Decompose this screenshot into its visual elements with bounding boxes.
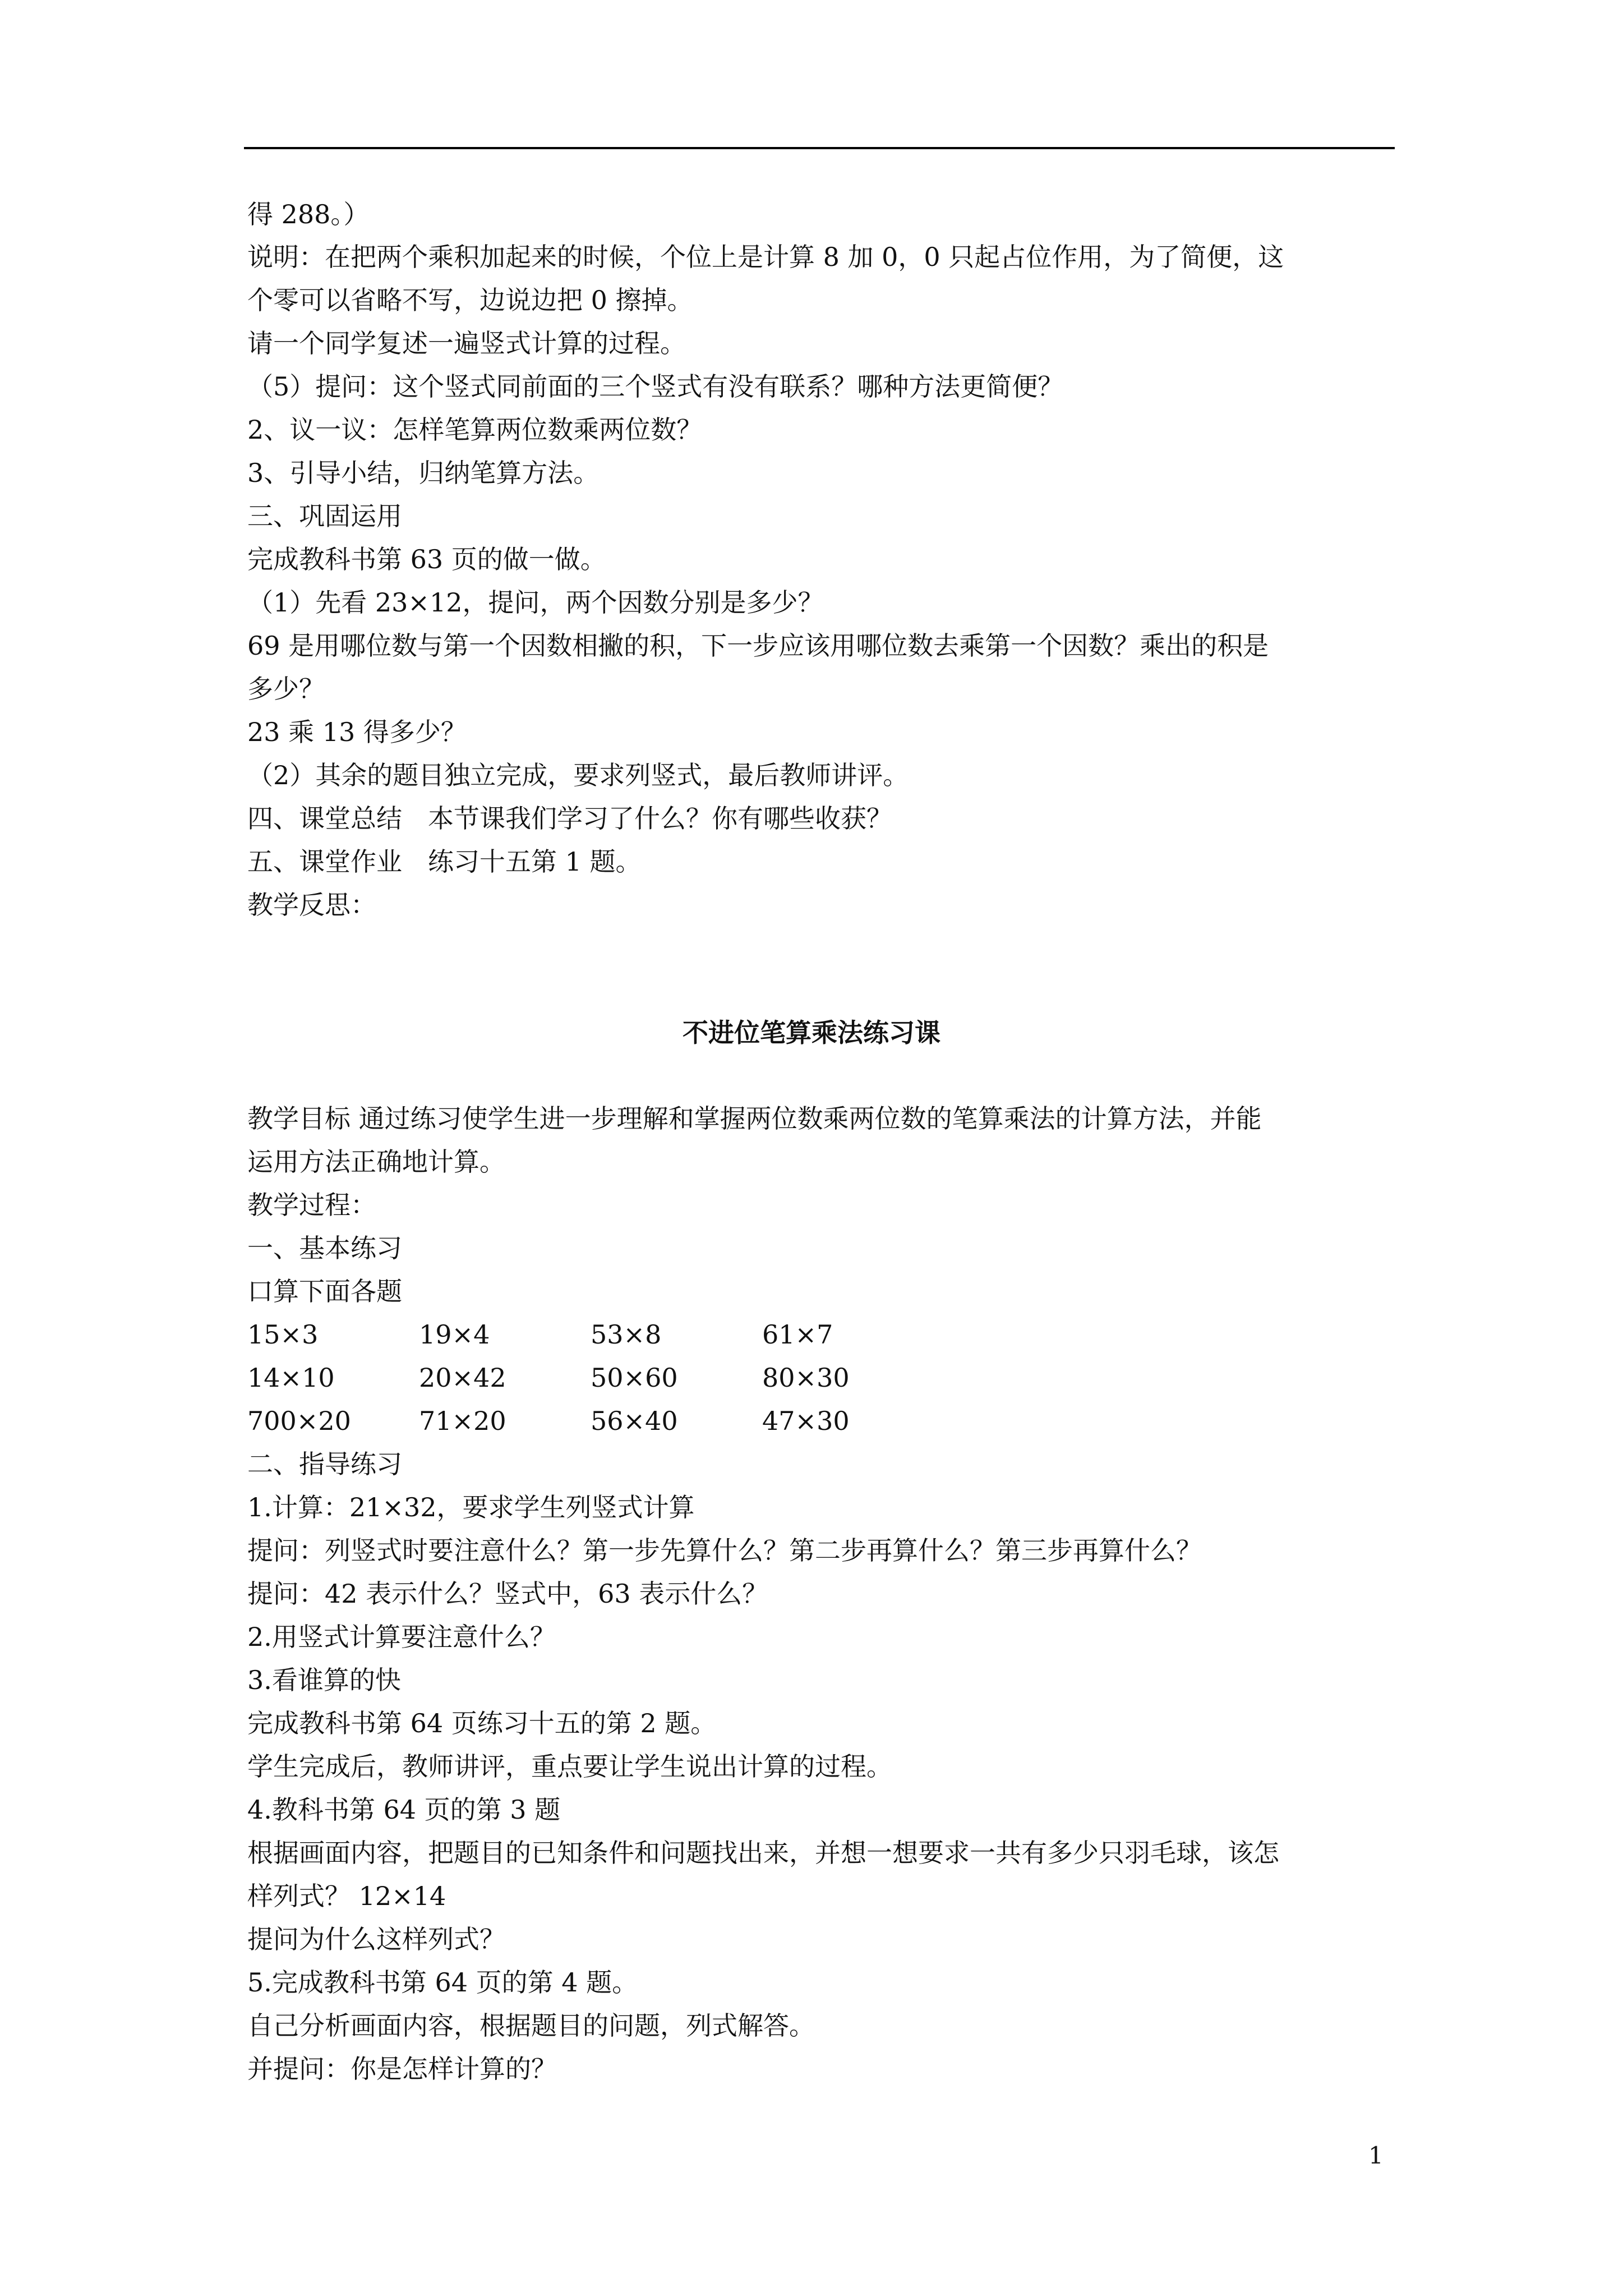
text-line: （1）先看 23×12，提问，两个因数分别是多少？ <box>247 587 824 618</box>
text-line: 个零可以省略不写，边说边把 0 擦掉。 <box>247 285 693 315</box>
text-line: 口算下面各题 <box>247 1276 402 1306</box>
text-line: 说明：在把两个乘积加起来的时候，个位上是计算 8 加 0，0 只起占位作用，为了简便，这 <box>247 242 1284 272</box>
text-line: 23 乘 13 得多少？ <box>247 717 467 747</box>
text-line: 提问为什么这样列式？ <box>247 1924 505 1954</box>
heading-line: 三、巩固运用 <box>247 501 402 531</box>
oral-table-cell: 53×8 <box>591 1319 662 1350</box>
text-line: 并提问：你是怎样计算的？ <box>247 2054 557 2084</box>
text-line: 5.完成教科书第 64 页的第 4 题。 <box>247 1967 638 1998</box>
text-line: 请一个同学复述一遍竖式计算的过程。 <box>247 328 686 358</box>
text-line: 3、引导小结，归纳笔算方法。 <box>247 458 600 488</box>
text-line: 提问：42 表示什么？竖式中，63 表示什么？ <box>247 1579 768 1609</box>
oral-table-cell: 15×3 <box>247 1319 319 1350</box>
text-line: 自己分析画面内容，根据题目的问题，列式解答。 <box>247 2010 815 2041</box>
text-line: 2.用竖式计算要注意什么？ <box>247 1622 556 1652</box>
oral-table-cell: 50×60 <box>591 1363 678 1393</box>
text-line: 样列式？ 12×14 <box>247 1881 446 1911</box>
oral-table-row <box>247 1405 976 1437</box>
header-rule <box>244 147 1395 149</box>
oral-table-cell: 56×40 <box>591 1406 678 1436</box>
text-line: （5）提问：这个竖式同前面的三个竖式有没有联系？哪种方法更简便？ <box>247 371 1064 402</box>
section-title: 不进位笔算乘法练习课 <box>683 1018 940 1048</box>
heading-line: 二、指导练习 <box>247 1449 402 1479</box>
heading-line: 四、课堂总结 本节课我们学习了什么？你有哪些收获？ <box>247 803 892 834</box>
text-line: 教学目标 通过练习使学生进一步理解和掌握两位数乘两位数的笔算乘法的计算方法，并能 <box>247 1103 1262 1134</box>
text-line: 完成教科书第 63 页的做一做。 <box>247 544 606 574</box>
text-line: 完成教科书第 64 页练习十五的第 2 题。 <box>247 1708 717 1738</box>
text-line: 69 是用哪位数与第一个因数相撇的积，下一步应该用哪位数去乘第一个因数？乘出的积是 <box>247 631 1269 661</box>
oral-table-cell: 19×4 <box>419 1319 490 1350</box>
oral-table-cell: 700×20 <box>247 1406 351 1436</box>
oral-table-row <box>247 1362 976 1393</box>
text-line: 教学过程： <box>247 1190 376 1220</box>
oral-table-cell: 71×20 <box>419 1406 506 1436</box>
text-line: 学生完成后，教师讲评，重点要让学生说出计算的过程。 <box>247 1751 892 1782</box>
text-line: 根据画面内容，把题目的已知条件和问题找出来，并想一想要求一共有多少只羽毛球，该怎 <box>247 1838 1279 1868</box>
oral-table-row <box>247 1319 976 1350</box>
oral-table-cell: 14×10 <box>247 1363 335 1393</box>
text-line: （2）其余的题目独立完成，要求列竖式，最后教师讲评。 <box>247 760 909 790</box>
oral-table-cell: 20×42 <box>419 1363 506 1393</box>
oral-table-cell: 47×30 <box>762 1406 850 1436</box>
text-line: 得 288。） <box>247 199 370 229</box>
text-line: 3.看谁算的快 <box>247 1665 401 1695</box>
text-line: 运用方法正确地计算。 <box>247 1147 505 1177</box>
heading-line: 五、课堂作业 练习十五第 1 题。 <box>247 846 642 877</box>
text-line: 2、议一议：怎样笔算两位数乘两位数？ <box>247 415 703 445</box>
page-number: 1 <box>1368 2142 1384 2169</box>
heading-line: 一、基本练习 <box>247 1233 402 1263</box>
oral-table-cell: 61×7 <box>762 1319 833 1350</box>
text-line: 4.教科书第 64 页的第 3 题 <box>247 1795 561 1825</box>
oral-table-cell: 80×30 <box>762 1363 850 1393</box>
text-line: 提问：列竖式时要注意什么？第一步先算什么？第二步再算什么？第三步再算什么？ <box>247 1535 1202 1566</box>
text-line: 1.计算：21×32，要求学生列竖式计算 <box>247 1492 695 1522</box>
text-line: 教学反思： <box>247 890 376 920</box>
text-line: 多少？ <box>247 674 325 704</box>
